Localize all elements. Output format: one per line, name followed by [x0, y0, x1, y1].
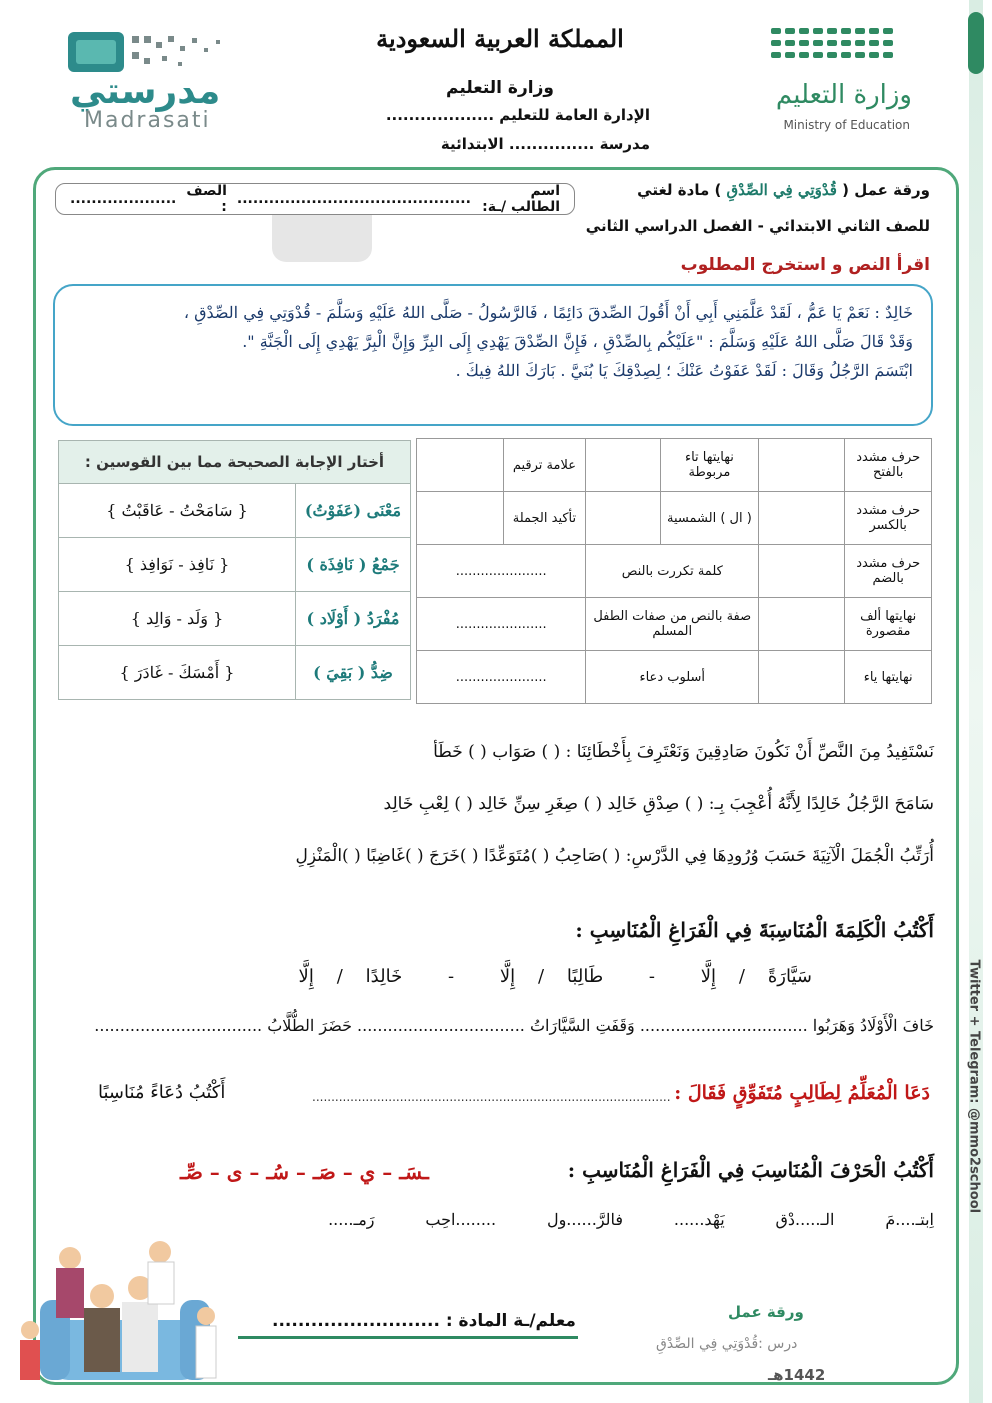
cell-label: حرف مشدد بالكسر: [845, 492, 932, 545]
answer-cell[interactable]: [759, 598, 845, 651]
person-mother: [59, 1247, 81, 1269]
boy-robe: [196, 1326, 216, 1378]
cell-label: صفة بالنص من صفات الطفل المسلم: [586, 598, 759, 651]
cell-label: أسلوب دعاء: [586, 651, 759, 704]
moe-logo: [760, 22, 920, 137]
choice-label: مَعْنَى (عَفَوْتُ): [296, 484, 411, 538]
choice-label: جَمْعُ ( نَافِذَة ): [296, 538, 411, 592]
question-true-false[interactable]: نَسْتَفِيدُ مِنَ النَّصِّ أَنْ نَكُونَ صَادِقِينَ وَنَعْتَرِفَ بِأَخْطَائِنَا : ( ) صَوَاب ( ) خَطَأ: [433, 742, 934, 762]
reading-passage: [53, 284, 933, 426]
teacher-label: معلم/ـة المادة :: [445, 1311, 576, 1331]
fill-letters-title: أَكْتُبُ الْحَرْفَ الْمُنَاسِبَ فِي الْفَرَاغِ الْمُنَاسِبِ :: [567, 1158, 934, 1182]
title-suffix: ) مادة لغتي: [637, 181, 722, 199]
answer-cell[interactable]: [759, 492, 845, 545]
family-illustration: [10, 1230, 220, 1395]
school-line: مدرسة ............... الابتدائية: [440, 135, 650, 153]
choice-caption: أختار الإجابة الصحيحة مما بين القوسين :: [59, 441, 411, 484]
dua-prompt: دَعَا الْمُعَلِّمُ لِطَالِبٍ مُتَفَوِّقٍ فَقَالَ :: [674, 1082, 930, 1104]
father-robe: [148, 1262, 174, 1304]
extract-table: [416, 438, 932, 704]
dua-answer-line[interactable]: ..............................................................................................: [312, 1090, 671, 1104]
footer-lesson: درس :قُدْوَتِي فِي الصِّدْقِ: [656, 1336, 798, 1352]
class-field[interactable]: ....................: [70, 191, 177, 207]
cell-label: كلمة تكررت بالنص: [586, 545, 759, 598]
cell-label: حرف مشدد بالفتح: [845, 439, 932, 492]
choice-label: ضِدُّ ( بَقِيَ ): [296, 646, 411, 700]
madrasati-logo: [62, 28, 237, 133]
fill-words-title: أَكْتُبُ الْكَلِمَةَ الْمُنَاسِبَةَ فِي الْفَرَاغِ الْمُنَاسِبِ :: [575, 918, 934, 942]
title-prefix: ورقة عمل (: [842, 181, 930, 199]
madrasati-english: Madrasati: [84, 108, 211, 133]
answer-cell[interactable]: ......................: [417, 545, 586, 598]
madrasati-arabic: مدرستي: [70, 71, 221, 112]
namebox-tab: [272, 212, 372, 262]
cell-label: تأكيد الجملة: [503, 492, 586, 545]
grade-line: للصف الثاني الابتدائي - الفصل الدراسي الثاني: [585, 217, 930, 235]
choice-options[interactable]: { أَمْسَكَ - غَادَرَ }: [59, 646, 296, 700]
answer-cell[interactable]: [586, 439, 660, 492]
moe-logo-arabic: وزارة التعليم: [775, 80, 912, 110]
student-info-box: [55, 183, 575, 215]
cell-label: حرف مشدد بالضم: [845, 545, 932, 598]
title-lesson: قُدْوَتِي فِي الصِّدْقِ: [726, 181, 837, 199]
class-label: الصف :: [186, 183, 227, 215]
choice-label: مُفْرَدُ ( أَوْلَاد ): [296, 592, 411, 646]
moe-logo-english: Ministry of Education: [783, 118, 910, 132]
mother-robe: [56, 1268, 84, 1318]
fill-words-bank: سَيَّارَةً / إِلَّا - طَالِبًا / إِلَّا - خَالِدًا / إِلَّا: [298, 966, 812, 987]
passage-line-2: وَقَدْ قَالَ صَلَّى اللهُ عَلَيْهِ وَسَلَّمَ : "عَلَيْكُم بِالصِّدْقِ ، فَإِنَّ الصِّدْقَ يَهْدِي إِلَى البِرِّ وَإِنَّ الْبِرَّ يَهْدِي إِلَى الْجَنَّةِ ".: [242, 332, 913, 351]
answer-cell[interactable]: [759, 545, 845, 598]
question-order-sentences[interactable]: أُرَتِّبُ الْجُمَلَ الْآتِيَةَ حَسَبَ وُرُودِهَا فِي الدَّرْسِ: ( )صَاحِبُ ( )مُتَوَعِّدًا ( )خَرَجَ ( )غَاضِبًا ( )الْمَنْزِلِ: [295, 846, 934, 866]
teacher-field[interactable]: ..........................: [272, 1311, 440, 1331]
choice-options[interactable]: { سَامَحْتُ - عَاقَبْتُ }: [59, 484, 296, 538]
girl-dress: [20, 1340, 40, 1380]
answer-cell[interactable]: ......................: [417, 598, 586, 651]
social-handle: Twitter + Telegram: @mmo2school: [966, 959, 982, 1214]
fill-letters-bank: ـسَـ – ي – صَـ – سُـ – ى – صِّـ: [180, 1160, 429, 1184]
person-father: [149, 1241, 171, 1263]
cell-label: علامة ترقيم: [503, 439, 586, 492]
person-grandmother: [90, 1284, 114, 1308]
directorate-line: الإدارة العامة للتعليم ...................: [385, 106, 650, 124]
footer-divider: [238, 1336, 578, 1339]
kingdom-calligraphy: المملكة العربية السعودية: [376, 24, 624, 53]
passage-line-3: ابْتَسَمَ الرَّجُلُ وَقَالَ : لَقَدْ عَفَوْتُ عَنْكَ ؛ لِصِدْقِكَ يَا بُنَيَّ . بَارَكَ اللهُ فِيكَ .: [455, 361, 913, 380]
cell-label: نهايتها ألف مقصورة: [845, 598, 932, 651]
answer-cell[interactable]: [759, 439, 845, 492]
footer-worksheet-label: ورقة عمل: [728, 1303, 804, 1321]
cell-label: نهايتها ياء: [845, 651, 932, 704]
teacher-line: [272, 1311, 576, 1331]
fill-words-sentences[interactable]: خَافَ الْأَوْلَادُ وَهَرَبُوا ................................. وَقَفَتِ السَّيَّارَاتُ ................................. حَضَرَ الطُّلَّابُ .................................: [94, 1016, 934, 1035]
question-why-forgave[interactable]: سَامَحَ الرَّجُلُ خَالِدًا لِأَنَّهُ أُعْجِبَ بِـ: ( ) صِدْقِ خَالِد ( ) صِغَرِ سِنِّ خَالِد ( ) لِعْبِ خَالِد: [383, 794, 934, 814]
answer-cell[interactable]: [759, 651, 845, 704]
cell-label: ( ال ) الشمسية: [660, 492, 759, 545]
answer-cell[interactable]: [417, 439, 504, 492]
choice-table: [58, 440, 411, 700]
passage-line-1: خَالِدٌ : نَعَمْ يَا عَمُّ ، لَقَدْ عَلَّمَنِي أَبِي أَنْ أَقُولَ الصِّدقَ دَائِمًا ، فَالرَّسُولُ - صَلَّى اللهُ عَلَيْهِ وَسَلَّمَ - قُدْوَتِي فِي الصِّدْقِ ،: [183, 303, 913, 322]
student-name-label: اسم الطالب /ـة:: [482, 183, 560, 215]
person-boy: [197, 1307, 215, 1325]
choice-options[interactable]: { نَافِذ - نَوَافِذ }: [59, 538, 296, 592]
worksheet-title: [637, 181, 930, 199]
choice-options[interactable]: { وَلَد - وَالِد }: [59, 592, 296, 646]
answer-cell[interactable]: [417, 492, 504, 545]
footer-year: 1442هـ: [768, 1366, 826, 1384]
cell-label: نهايتها تاء مربوطة: [660, 439, 759, 492]
dua-instruction: أَكْتُبُ دُعَاءً مُنَاسِبًا: [98, 1082, 226, 1103]
ministry-name: وزارة التعليم: [446, 78, 554, 98]
grandmother-robe: [84, 1308, 120, 1372]
answer-cell[interactable]: [586, 492, 660, 545]
person-girl: [21, 1321, 39, 1339]
grandfather-robe: [122, 1302, 158, 1372]
fill-letters-words[interactable]: اِبتـ....مَ الـ.....دْق يَهْد...... فالرَّ......ول ........احِب رَمـ.....: [328, 1210, 934, 1229]
student-name-field[interactable]: ............................................: [236, 191, 471, 207]
reading-instruction: اقرأ النص و استخرج المطلوب: [680, 255, 930, 275]
side-bar-tab: [968, 12, 984, 74]
moe-dots-icon: [765, 22, 915, 72]
answer-cell[interactable]: ......................: [417, 651, 586, 704]
